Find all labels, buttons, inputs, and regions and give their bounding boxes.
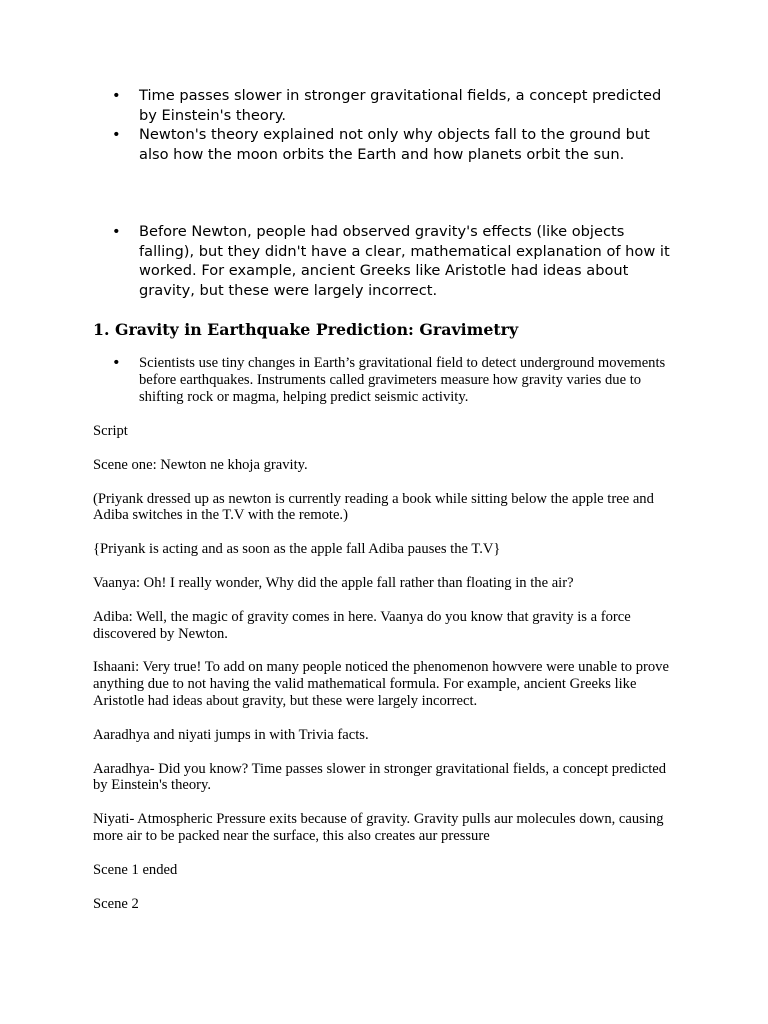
scene-title: Scene 2 xyxy=(93,895,139,912)
bullet-icon: • xyxy=(112,126,121,144)
list-item xyxy=(112,86,672,125)
bullet-list-middle xyxy=(112,222,672,300)
stage-direction: {Priyank is acting and as soon as the apple fall Adiba pauses the T.V} xyxy=(93,541,501,558)
scene-title: Scene one: Newton ne khoja gravity. xyxy=(93,456,308,473)
list-item xyxy=(112,355,672,405)
list-item xyxy=(112,222,672,300)
scene-end: Scene 1 ended xyxy=(93,861,178,878)
dialogue-line: Vaanya: Oh! I really wonder, Why did the apple fall rather than floating in the air? xyxy=(93,574,574,591)
list-item-text: Scientists use tiny changes in Earth’s gravitational field to detect underground movements before earthquakes. Instruments called gravimeters measure how gravity varies due to shifting rock or magma, helping predict seismic activity. xyxy=(139,355,666,405)
dialogue-line: Niyati- Atmospheric Pressure exits because of gravity. Gravity pulls aur molecules down, causing more air to be packed near the surface, this also creates aur pressure xyxy=(93,811,664,844)
list-item-text: Newton's theory explained not only why objects fall to the ground but also how the moon orbits the Earth and how planets orbit the sun. xyxy=(139,126,650,163)
dialogue-line: Aaradhya- Did you know? Time passes slower in stronger gravitational fields, a concept predicted by Einstein's theory. xyxy=(93,760,667,794)
bullet-icon: • xyxy=(112,87,121,104)
stage-direction: Aaradhya and niyati jumps in with Trivia facts. xyxy=(93,726,369,743)
bullet-list-top xyxy=(112,86,672,164)
script-title: Script xyxy=(93,423,128,439)
script-body xyxy=(93,423,683,929)
section-heading: 1. Gravity in Earthquake Prediction: Gravimetry xyxy=(93,320,519,339)
list-item xyxy=(112,125,672,164)
dialogue-line: Ishaani: Very true! To add on many people noticed the phenomenon howvere were unable to prove anything due to not having the valid mathematical formula. For example, ancient Greeks like Aristotle had ideas about gravity, but these were largely incorrect. xyxy=(93,659,669,709)
bullet-icon: • xyxy=(112,223,121,240)
list-item-text: Before Newton, people had observed gravity's effects (like objects falling), but they didn't have a clear, mathematical explanation of how it worked. For example, ancient Greeks like Aristotle had ideas about gravity, but these were largely incorrect. xyxy=(139,223,670,299)
stage-direction: (Priyank dressed up as newton is currently reading a book while sitting below the apple tree and Adiba switches in the T.V with the remote.) xyxy=(93,490,654,524)
dialogue-line: Adiba: Well, the magic of gravity comes in here. Vaanya do you know that gravity is a force discovered by Newton. xyxy=(93,608,631,642)
list-item-text: Time passes slower in stronger gravitational fields, a concept predicted by Einstein's theory. xyxy=(139,87,662,124)
bullet-list-section xyxy=(112,355,672,405)
bullet-icon: • xyxy=(112,354,121,371)
